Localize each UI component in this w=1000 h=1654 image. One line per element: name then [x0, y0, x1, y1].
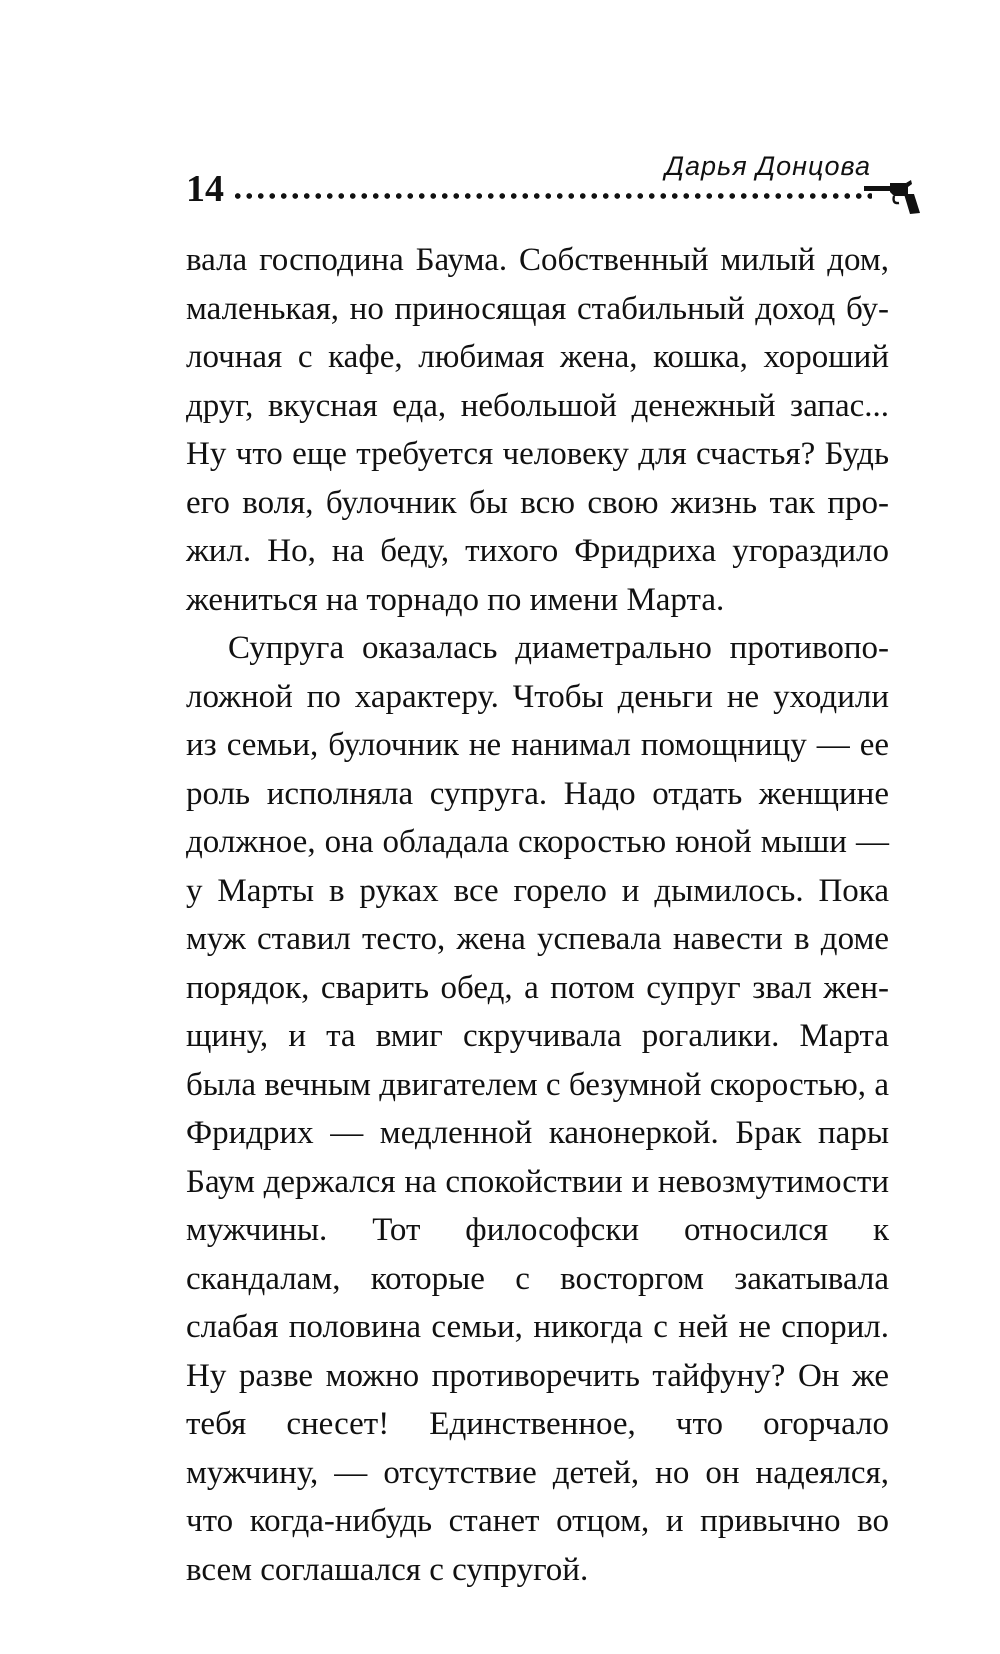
paragraph-1: вала господина Баума. Собственный милый дом, маленькая, но приносящая стабильный доход булочная с кафе, любимая жена, кошка, хороший друг, вкусная еда, небольшой денежный запас... Ну что еще требуется человеку для счастья? Будь его воля, булочник бы всю свою жизнь так прожил. Но, на беду, тихого Фридриха угораздило жениться на торнадо по имени Марта. — [186, 242, 889, 618]
dot-leader — [232, 192, 872, 200]
running-header — [186, 150, 916, 230]
author-name: Дарья Донцова — [664, 151, 871, 181]
revolver-icon — [864, 180, 920, 216]
page-number: 14 — [186, 168, 224, 210]
paragraph-2: Супруга оказалась диаметрально противоположной по характеру. Чтобы деньги не уходили из семьи, булочник не нанимал помощницу — ее роль исполняла супруга. Надо отдать женщине должное, она обладала скоростью юной мыши — у Марты в руках все горело и дымилось. Пока муж ставил тесто, жена успевала навести в доме порядок, сварить обед, а потом супруг звал женщину, и та вмиг скручивала рогалики. Марта была вечным двигателем с безумной скоростью, а Фридрих — медленной канонеркой. Брак пары Баум держался на спокойствии и невозмутимости мужчины. Тот философски относился к скандалам, которые с восторгом закатывала слабая половина семьи, никогда с ней не спорил. Ну разве можно противоречить тайфуну? Он же тебя снесет! Единственное, что огорчало мужчину, — отсутствие детей, но он надеялся, что когда-нибудь станет отцом, и привычно во всем соглашался с супругой. — [186, 630, 889, 1588]
page-body — [186, 236, 889, 1594]
